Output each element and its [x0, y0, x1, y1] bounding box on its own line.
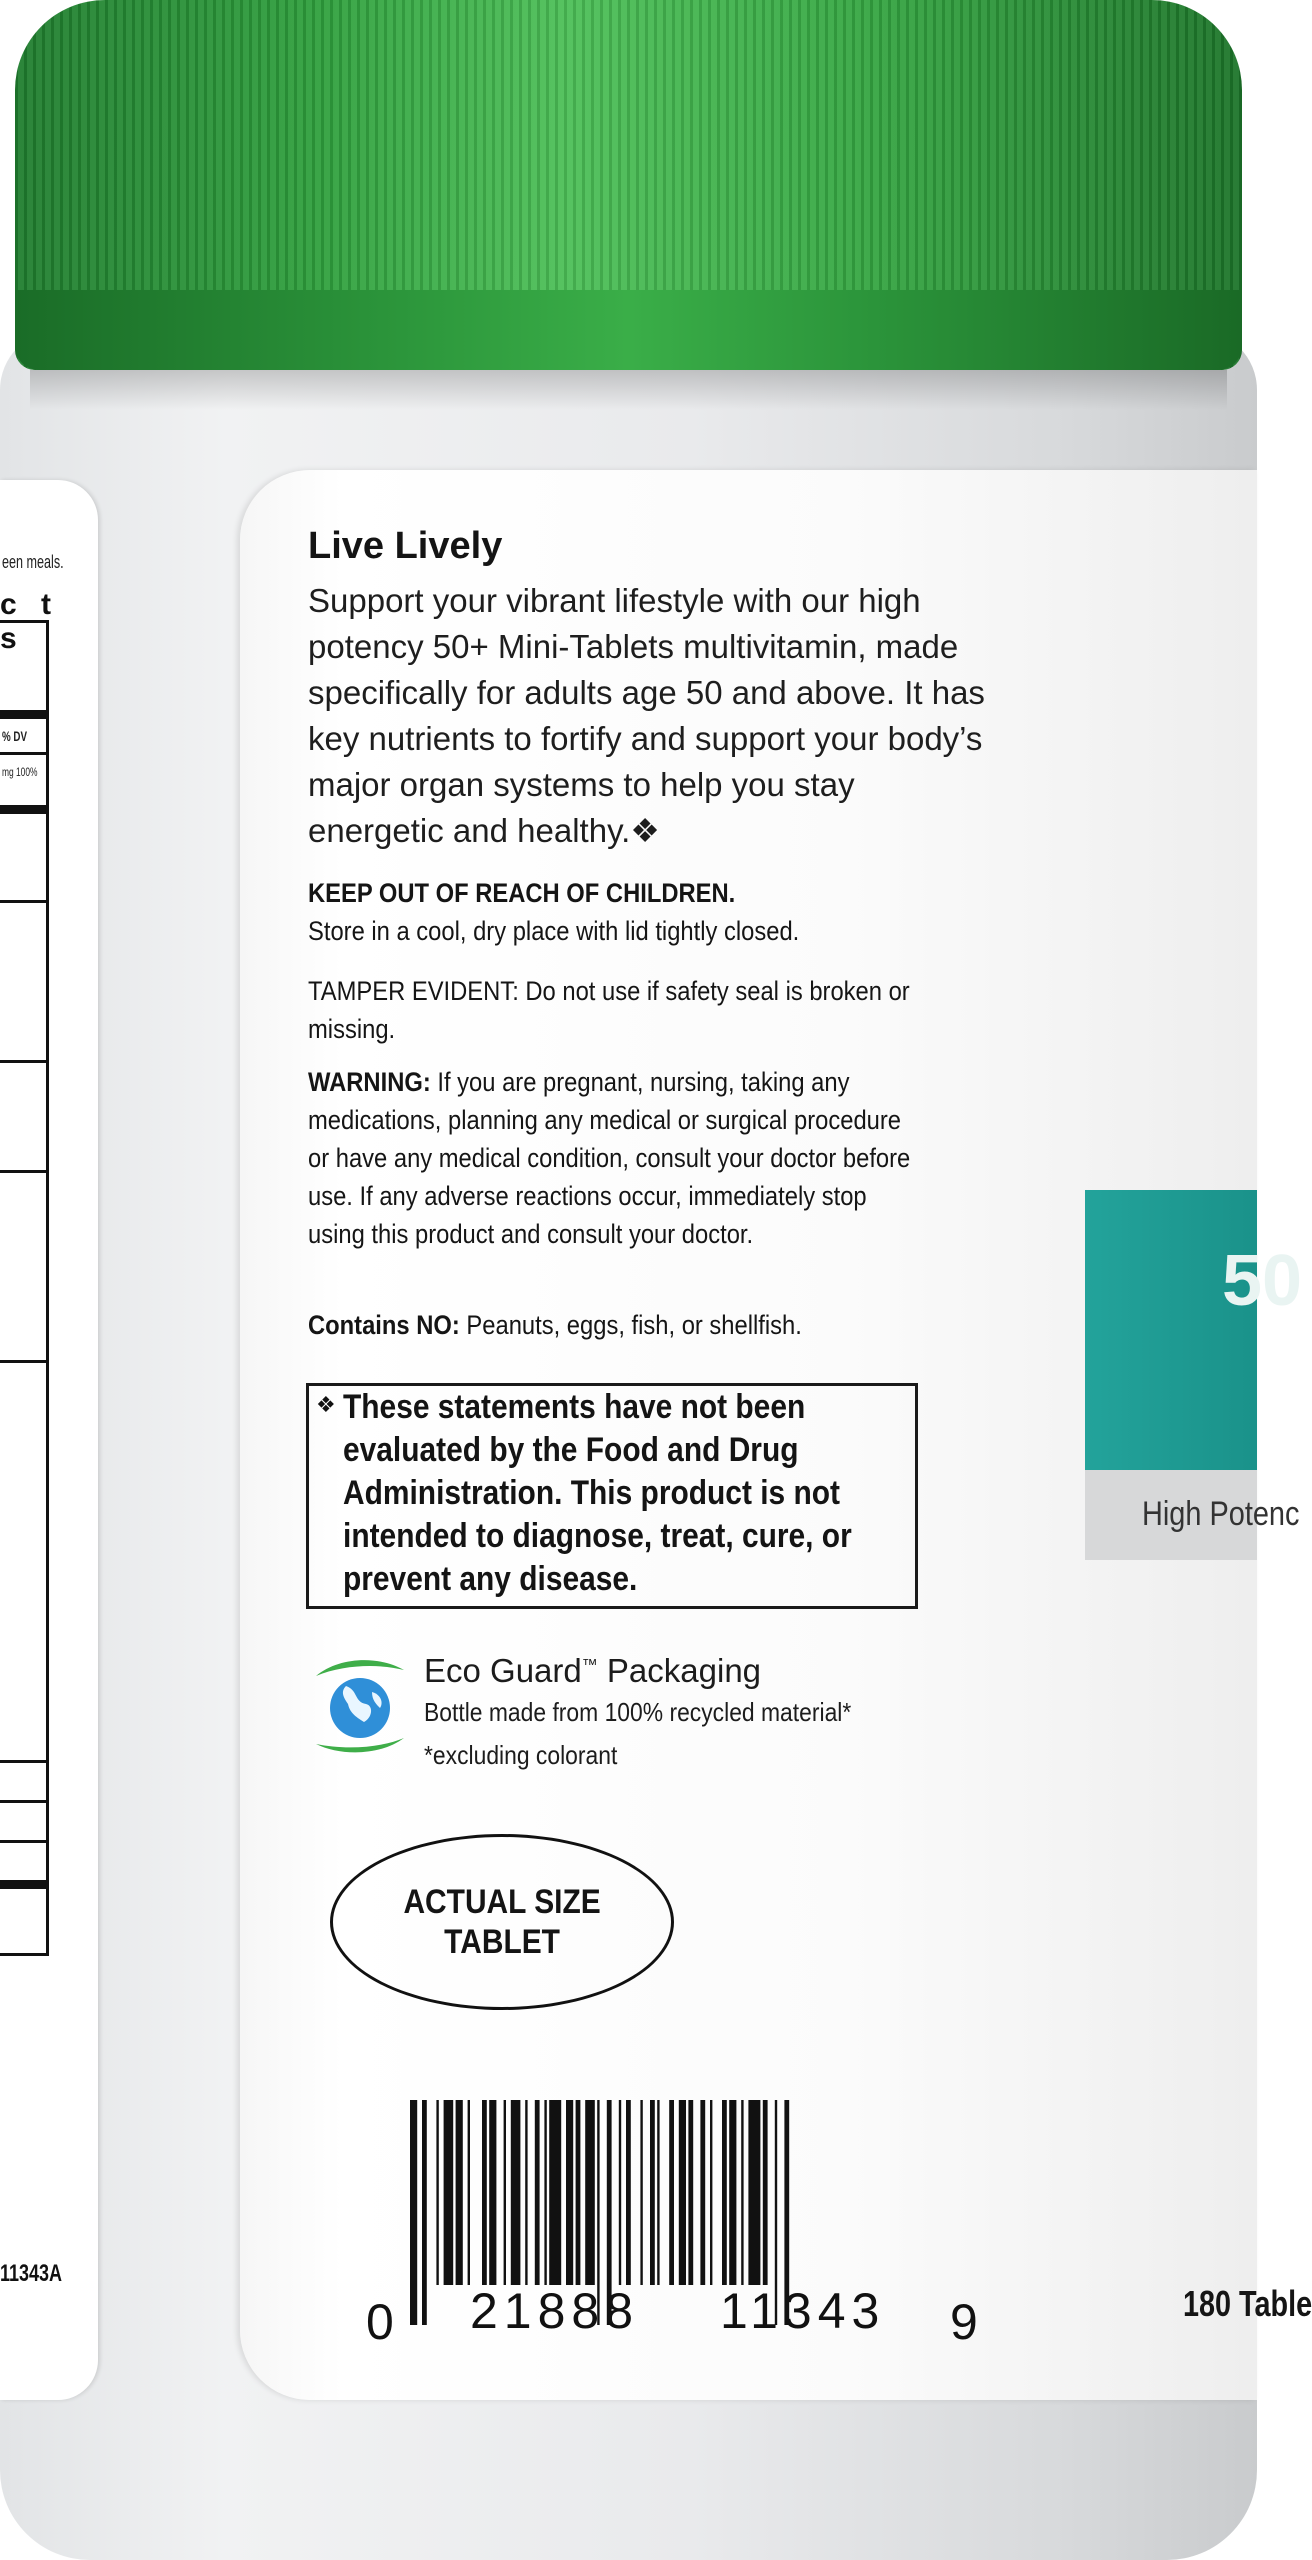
facts-rule — [0, 1760, 46, 1763]
eco-title-text: Eco Guard — [424, 1652, 582, 1689]
barcode-bar — [511, 2100, 521, 2285]
barcode-bar — [576, 2100, 581, 2285]
barcode-bar — [688, 2100, 693, 2285]
barcode-bar — [722, 2100, 727, 2285]
barcode-bar — [763, 2100, 768, 2285]
eco-globe-icon — [310, 1652, 410, 1760]
product-code: 11343A — [0, 2260, 63, 2287]
barcode-bar — [504, 2100, 506, 2285]
facts-rule — [0, 900, 46, 903]
facts-rule — [0, 1360, 46, 1363]
barcode-bar — [650, 2100, 655, 2285]
barcode-bar — [619, 2100, 621, 2285]
facts-row: mg 100% — [2, 765, 38, 779]
eco-colorant-note: *excluding colorant — [424, 1740, 618, 1770]
tablet-caption-line1: ACTUAL SIZE — [403, 1883, 601, 1921]
barcode-bar — [710, 2100, 712, 2285]
facts-rule — [0, 1840, 46, 1843]
tablet-caption — [403, 1882, 600, 1962]
fda-disclaimer: These statements have not been evaluated by the Food and Drug Administration. This product is not intended to diagnose, treat, cure, or prevent any disease. — [343, 1388, 852, 1598]
potency-subtitle: High Potenc — [1142, 1495, 1300, 1533]
barcode-bar — [422, 2100, 427, 2325]
keep-out-warning: KEEP OUT OF REACH OF CHILDREN. — [308, 878, 736, 908]
facts-rule — [0, 1170, 46, 1173]
trademark-symbol: ™ — [581, 1657, 598, 1674]
barcode-bar — [456, 2100, 463, 2285]
barcode-bar — [566, 2100, 573, 2285]
barcode-bar — [410, 2100, 417, 2325]
label-title: Live Lively — [308, 525, 503, 567]
contains-label: Contains NO: — [308, 1310, 460, 1340]
fda-symbol: ❖ — [316, 1392, 336, 1417]
barcode-bar — [436, 2100, 438, 2285]
facts-rule — [0, 1060, 46, 1063]
front-badge-text: 50 — [1222, 1241, 1303, 1321]
warning-paragraph — [308, 1063, 924, 1253]
facts-table — [0, 620, 49, 1956]
allergen-statement — [308, 1310, 802, 1341]
facts-note: een meals. — [2, 552, 64, 572]
facts-rule — [0, 1800, 46, 1803]
barcode-bar — [748, 2100, 760, 2285]
barcode-bar — [444, 2100, 454, 2285]
barcode-bar — [679, 2100, 686, 2285]
barcode-bar — [657, 2100, 659, 2285]
facts-heading: c t s — [0, 588, 60, 655]
warning-label: WARNING: — [308, 1067, 431, 1097]
barcode-bar — [544, 2100, 546, 2285]
barcode-bar — [525, 2100, 527, 2285]
warning-text: If you are pregnant, nursing, taking any medications, planning any medical or surgical procedure or have any medical condition, consult your doctor before use. If any adverse reactions occur, immediately stop using this product and consult your doctor. — [308, 1067, 911, 1249]
supplement-facts-label — [0, 480, 98, 2400]
tablet-caption-line2: TABLET — [444, 1923, 560, 1961]
front-label-band — [1085, 1190, 1257, 1470]
tablet-count: 180 Table — [1183, 2283, 1312, 2324]
barcode-bar — [626, 2100, 631, 2285]
barcode-bar — [489, 2100, 496, 2285]
barcode-bar — [549, 2100, 561, 2285]
facts-rule — [0, 752, 46, 755]
barcode-bar — [729, 2100, 736, 2285]
cap-shadow — [30, 370, 1227, 410]
barcode-first-digit: 0 — [366, 2294, 394, 2350]
facts-dv-header: % DV — [2, 728, 28, 744]
storage-instructions: Store in a cool, dry place with lid tightly closed. — [308, 916, 800, 946]
barcode-bar — [468, 2100, 470, 2285]
barcode-bar — [741, 2100, 743, 2285]
facts-rule — [0, 805, 46, 814]
facts-rule — [0, 710, 46, 719]
barcode-bar — [585, 2100, 595, 2285]
barcode-bar — [669, 2100, 674, 2285]
bottle-cap-rim — [15, 290, 1242, 370]
tamper-evident-notice: TAMPER EVIDENT: Do not use if safety seal is broken or missing. — [308, 976, 910, 1044]
barcode-bar — [640, 2100, 642, 2285]
eco-guard-title — [424, 1652, 761, 1690]
facts-rule — [0, 1880, 46, 1889]
eco-recycled-note: Bottle made from 100% recycled material* — [424, 1697, 852, 1727]
contains-text: Peanuts, eggs, fish, or shellfish. — [466, 1310, 802, 1340]
actual-size-tablet — [330, 1834, 674, 2010]
barcode-bar — [482, 2100, 487, 2285]
barcode-check-digit: 9 — [950, 2294, 978, 2350]
product-description: Support your vibrant lifestyle with our high potency 50+ Mini-Tablets multivitamin, made specifically for adults age 50 and above. It has key nutrients to fortify and support your body’s major organ systems to help you stay energetic and healthy.❖ — [308, 582, 985, 849]
barcode-bar — [535, 2100, 540, 2285]
barcode-bar — [700, 2100, 705, 2285]
barcode-right-group: 11343 — [720, 2283, 886, 2339]
eco-title-suffix: Packaging — [597, 1652, 762, 1689]
barcode-left-group: 21888 — [470, 2283, 640, 2339]
